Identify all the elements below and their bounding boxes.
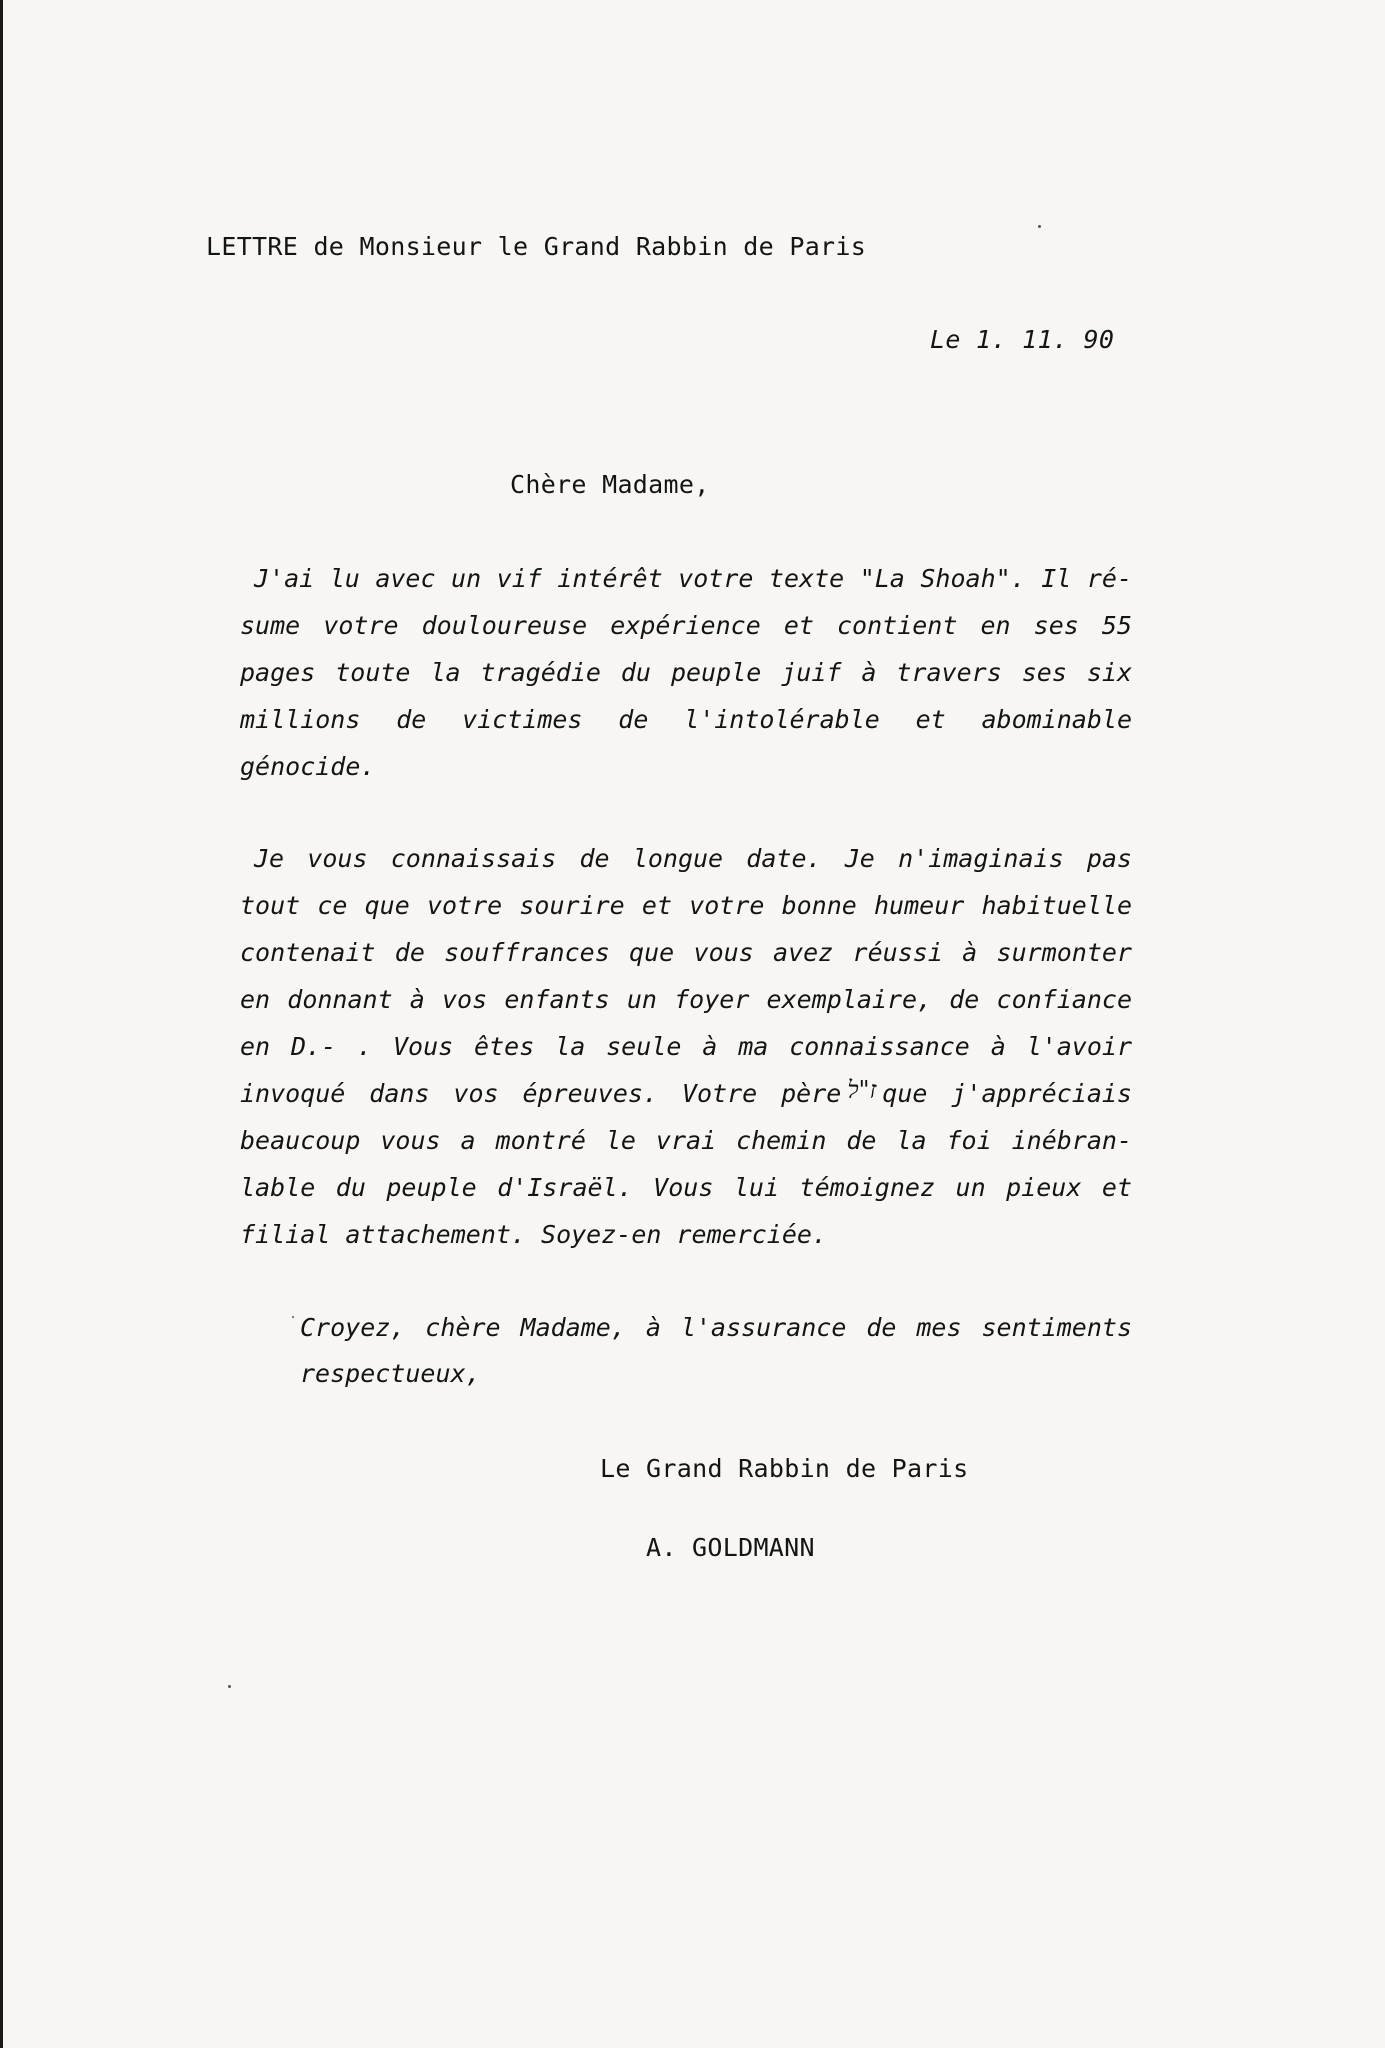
salutation: Chère Madame, [510,470,710,499]
scan-edge [0,0,3,2048]
paragraph-1-line: génocide. [240,752,376,781]
closing-line: respectueux, [300,1359,481,1388]
letter-date: Le 1. 11. 90 [930,325,1115,354]
hebrew-abbreviation: ז"ל [847,1076,877,1104]
paper-speck [228,1685,231,1688]
paragraph-2-line: Je vous connaissais de longue date. Je n'imaginais pas [254,844,1132,873]
paragraph-2-line: en D.- . Vous êtes la seule à ma connaissance à l'avoir [240,1032,1132,1061]
paper-speck [1038,225,1041,228]
paragraph-1-line: pages toute la tragédie du peuple juif à travers ses six [240,658,1132,687]
letter-heading: LETTRE de Monsieur le Grand Rabbin de Paris [206,232,867,261]
paragraph-2-line: beaucoup vous a montré le vrai chemin de la foi inébran- [240,1126,1132,1155]
paper-speck [292,1316,294,1318]
paragraph-2-line: filial attachement. Soyez-en remerciée. [240,1220,827,1249]
paragraph-2-line-part: que j'appréciais [882,1079,1132,1108]
paragraph-2-line: en donnant à vos enfants un foyer exemplaire, de confiance [240,985,1132,1014]
signature-title: Le Grand Rabbin de Paris [600,1454,969,1483]
paragraph-2-line: contenait de souffrances que vous avez réussi à surmonter [240,938,1132,967]
paragraph-1-line: sume votre douloureuse expérience et contient en ses 55 [240,611,1132,640]
closing-line: Croyez, chère Madame, à l'assurance de mes sentiments [300,1313,1132,1342]
closing [300,1305,1132,1397]
paragraph-1 [240,555,1132,790]
paragraph-1-line: J'ai lu avec un vif intérêt votre texte "La Shoah". Il ré- [254,564,1132,593]
paragraph-2-line-part: invoqué dans vos épreuves. Votre père [240,1079,842,1108]
paragraph-2 [240,835,1132,1258]
paragraph-2-line-with-mark [240,1070,1132,1117]
paragraph-2-line: tout ce que votre sourire et votre bonne humeur habituelle [240,891,1132,920]
paragraph-2-line: lable du peuple d'Israël. Vous lui témoignez un pieux et [240,1173,1132,1202]
signature-name: A. GOLDMANN [646,1533,815,1562]
paragraph-1-line: millions de victimes de l'intolérable et abominable [240,705,1132,734]
